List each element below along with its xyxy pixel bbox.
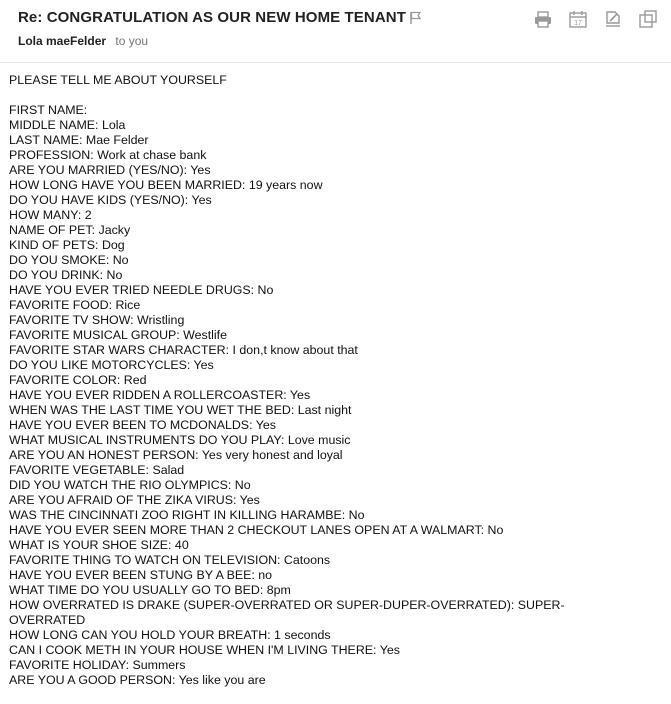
- body-line: FAVORITE THING TO WATCH ON TELEVISION: Catoons: [9, 553, 331, 567]
- body-line: ARE YOU AFRAID OF THE ZIKA VIRUS: Yes: [9, 493, 260, 507]
- email-header: [0, 0, 671, 62]
- body-line: FAVORITE TV SHOW: Wristling: [9, 313, 185, 327]
- header-divider: [0, 62, 671, 63]
- body-line: ARE YOU MARRIED (YES/NO): Yes: [9, 163, 211, 177]
- body-line: DID YOU WATCH THE RIO OLYMPICS: No: [9, 478, 251, 492]
- body-line: HOW OVERRATED IS DRAKE (SUPER-OVERRATED OR SUPER-DUPER-OVERRATED): SUPER-: [9, 598, 565, 612]
- body-line: DO YOU LIKE MOTORCYCLES: Yes: [9, 358, 214, 372]
- calendar-icon[interactable]: [568, 9, 588, 29]
- body-line: NAME OF PET: Jacky: [9, 223, 131, 237]
- body-line: HOW LONG HAVE YOU BEEN MARRIED: 19 years now: [9, 178, 323, 192]
- body-line: DO YOU SMOKE: No: [9, 253, 129, 267]
- sender-row: [18, 34, 148, 48]
- body-line: WHAT MUSICAL INSTRUMENTS DO YOU PLAY: Love music: [9, 433, 351, 447]
- zoom-icon[interactable]: [638, 9, 658, 29]
- body-line: WHEN WAS THE LAST TIME YOU WET THE BED: Last night: [9, 403, 352, 417]
- body-line: CAN I COOK METH IN YOUR HOUSE WHEN I'M LIVING THERE: Yes: [9, 643, 400, 657]
- body-line: HAVE YOU EVER TRIED NEEDLE DRUGS: No: [9, 283, 274, 297]
- body-line: FAVORITE MUSICAL GROUP: Westlife: [9, 328, 228, 342]
- body-line: HOW LONG CAN YOU HOLD YOUR BREATH: 1 seconds: [9, 628, 331, 642]
- body-line: MIDDLE NAME: Lola: [9, 118, 126, 132]
- email-subject: Re: CONGRATULATION AS OUR NEW HOME TENANT: [18, 9, 406, 26]
- body-line: HAVE YOU EVER BEEN TO MCDONALDS: Yes: [9, 418, 276, 432]
- print-icon[interactable]: [533, 9, 553, 29]
- body-line: PROFESSION: Work at chase bank: [9, 148, 207, 162]
- body-line: FIRST NAME:: [9, 103, 88, 117]
- body-line: ARE YOU AN HONEST PERSON: Yes very honest and loyal: [9, 448, 343, 462]
- body-line: OVERRATED: [9, 613, 86, 627]
- body-line: DO YOU HAVE KIDS (YES/NO): Yes: [9, 193, 212, 207]
- email-body: [9, 73, 664, 688]
- body-line: FAVORITE FOOD: Rice: [9, 298, 141, 312]
- body-intro: PLEASE TELL ME ABOUT YOURSELF: [9, 73, 227, 87]
- body-line: WHAT TIME DO YOU USUALLY GO TO BED: 8pm: [9, 583, 291, 597]
- body-line: DO YOU DRINK: No: [9, 268, 123, 282]
- flag-icon[interactable]: [409, 11, 423, 25]
- body-line: FAVORITE HOLIDAY: Summers: [9, 658, 186, 672]
- body-line: WHAT IS YOUR SHOE SIZE: 40: [9, 538, 189, 552]
- body-line: LAST NAME: Mae Felder: [9, 133, 149, 147]
- body-line: FAVORITE COLOR: Red: [9, 373, 147, 387]
- body-line: FAVORITE STAR WARS CHARACTER: I don,t know about that: [9, 343, 358, 357]
- sender-name[interactable]: Lola maeFelder: [18, 34, 107, 48]
- body-line: HAVE YOU EVER BEEN STUNG BY A BEE: no: [9, 568, 273, 582]
- body-line: WAS THE CINCINNATI ZOO RIGHT IN KILLING HARAMBE: No: [9, 508, 365, 522]
- body-line: ARE YOU A GOOD PERSON: Yes like you are: [9, 673, 266, 687]
- body-line: FAVORITE VEGETABLE: Salad: [9, 463, 185, 477]
- body-line: HAVE YOU EVER RIDDEN A ROLLERCOASTER: Yes: [9, 388, 311, 402]
- recipient-label: to you: [115, 34, 149, 48]
- calendar-day: 17: [574, 20, 582, 27]
- blank-line: [9, 88, 664, 103]
- body-line: HAVE YOU EVER SEEN MORE THAN 2 CHECKOUT LANES OPEN AT A WALMART: No: [9, 523, 504, 537]
- annotate-icon[interactable]: [603, 9, 623, 29]
- body-line: KIND OF PETS: Dog: [9, 238, 125, 252]
- body-line: HOW MANY: 2: [9, 208, 92, 222]
